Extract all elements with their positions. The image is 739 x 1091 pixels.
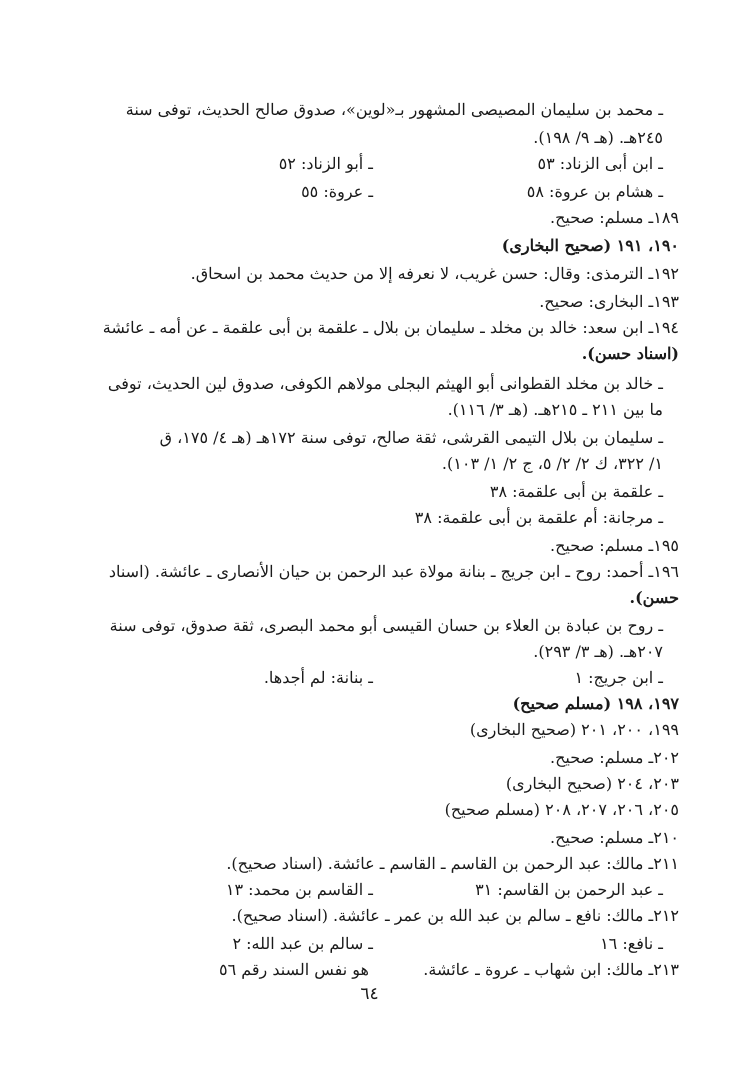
text-line <box>70 958 679 982</box>
text-column: ـ هشام بن عروة: ٥٨ <box>526 182 663 201</box>
text-line: ١٨٩ـ مسلم: صحيح. <box>550 208 679 227</box>
text-column: ـ ابن جريج: ١ <box>574 668 663 687</box>
text-line: ـ خالد بن مخلد القطوانى أبو الهيثم البجلى مولاهم الكوفى، صدوق لين الحديث، توفى <box>107 374 663 393</box>
text-line: ١٩٤ـ ابن سعد: خالد بن مخلد ـ سليمان بن بلال ـ علقمة بن أبى علقمة ـ عن أمه ـ عائشة <box>102 318 679 337</box>
text-line: ٢١١ـ مالك: عبد الرحمن بن القاسم ـ القاسم ـ عائشة. (اسناد صحيح). <box>226 854 679 873</box>
text-line: ما بين ٢١١ ـ ٢١٥هـ. (هـ ٣/ ١١٦). <box>447 400 663 419</box>
text-column: ـ أبو الزناد: ٥٢ <box>278 154 373 173</box>
text-line: ـ محمد بن سليمان المصيصى المشهور بـ«لوين»، صدوق صالح الحديث، توفى سنة <box>125 100 663 119</box>
text-column: ـ القاسم بن محمد: ١٣ <box>225 880 373 899</box>
text-line: ١/ ٣٢٢، ك ٢/ ٢/ ٥، ج ٢/ ١/ ١٠٣). <box>441 454 663 473</box>
text-line: ٢٠٣، ٢٠٤ (صحيح البخارى) <box>505 774 679 793</box>
text-line: ١٩٩، ٢٠٠، ٢٠١ (صحيح البخارى) <box>469 720 679 739</box>
text-line: ٢١٢ـ مالك: نافع ـ سالم بن عبد الله بن عمر ـ عائشة. (اسناد صحيح). <box>231 906 679 925</box>
text-line: ١٩٢ـ الترمذى: وقال: حسن غريب، لا نعرفه إلا من حديث محمد بن اسحاق. <box>190 264 679 283</box>
text-line: ٢٠٥، ٢٠٦، ٢٠٧، ٢٠٨ (مسلم صحيح) <box>444 800 679 819</box>
text-column: ـ عروة: ٥٥ <box>301 182 373 201</box>
text-line: ١٩٥ـ مسلم: صحيح. <box>550 536 679 555</box>
text-line <box>70 878 663 902</box>
text-line: ـ مرجانة: أم علقمة بن أبى علقمة: ٣٨ <box>414 508 663 527</box>
text-line: ١٩٦ـ أحمد: روح ـ ابن جريج ـ بنانة مولاة عبد الرحمن بن حيان الأنصارى ـ عائشة. (اسناد <box>108 562 679 581</box>
text-column: ٢١٣ـ مالك: ابن شهاب ـ عروة ـ عائشة. <box>423 960 679 979</box>
text-line: (اسناد حسن). <box>581 344 679 363</box>
text-column: ـ بنانة: لم أجدها. <box>263 668 373 687</box>
text-column: ـ نافع: ١٦ <box>600 934 663 953</box>
text-line <box>70 932 663 956</box>
text-line: ٢١٠ـ مسلم: صحيح. <box>550 828 679 847</box>
text-line: ٢٠٧هـ. (هـ ٣/ ٢٩٣). <box>533 642 663 661</box>
text-column: هو نفس السند رقم ٥٦ <box>218 960 369 979</box>
page-number: ٦٤ <box>360 984 379 1004</box>
text-line <box>70 666 663 690</box>
text-column: ـ ابن أبى الزناد: ٥٣ <box>537 154 663 173</box>
text-line <box>70 152 663 176</box>
text-line: ـ سليمان بن بلال التيمى القرشى، ثقة صالح، توفى سنة ١٧٢هـ (هـ ٤/ ١٧٥، ق <box>159 428 663 447</box>
text-line: ـ روح بن عبادة بن العلاء بن حسان القيسى أبو محمد البصرى، ثقة صدوق، توفى سنة <box>109 616 663 635</box>
text-column: ـ سالم بن عبد الله: ٢ <box>232 934 373 953</box>
text-column: ـ عبد الرحمن بن القاسم: ٣١ <box>475 880 663 899</box>
text-line <box>70 180 663 204</box>
text-line: ـ علقمة بن أبى علقمة: ٣٨ <box>489 482 663 501</box>
text-line: ٢٠٢ـ مسلم: صحيح. <box>550 748 679 767</box>
text-line: ١٩٧، ١٩٨ (مسلم صحيح) <box>512 694 679 713</box>
text-line: ١٩٣ـ البخارى: صحيح. <box>539 292 679 311</box>
text-line: ٢٤٥هـ. (هـ ٩/ ١٩٨). <box>533 128 663 147</box>
text-line: حسن). <box>629 588 679 607</box>
text-line: ١٩٠، ١٩١ (صحيح البخارى) <box>501 236 679 255</box>
